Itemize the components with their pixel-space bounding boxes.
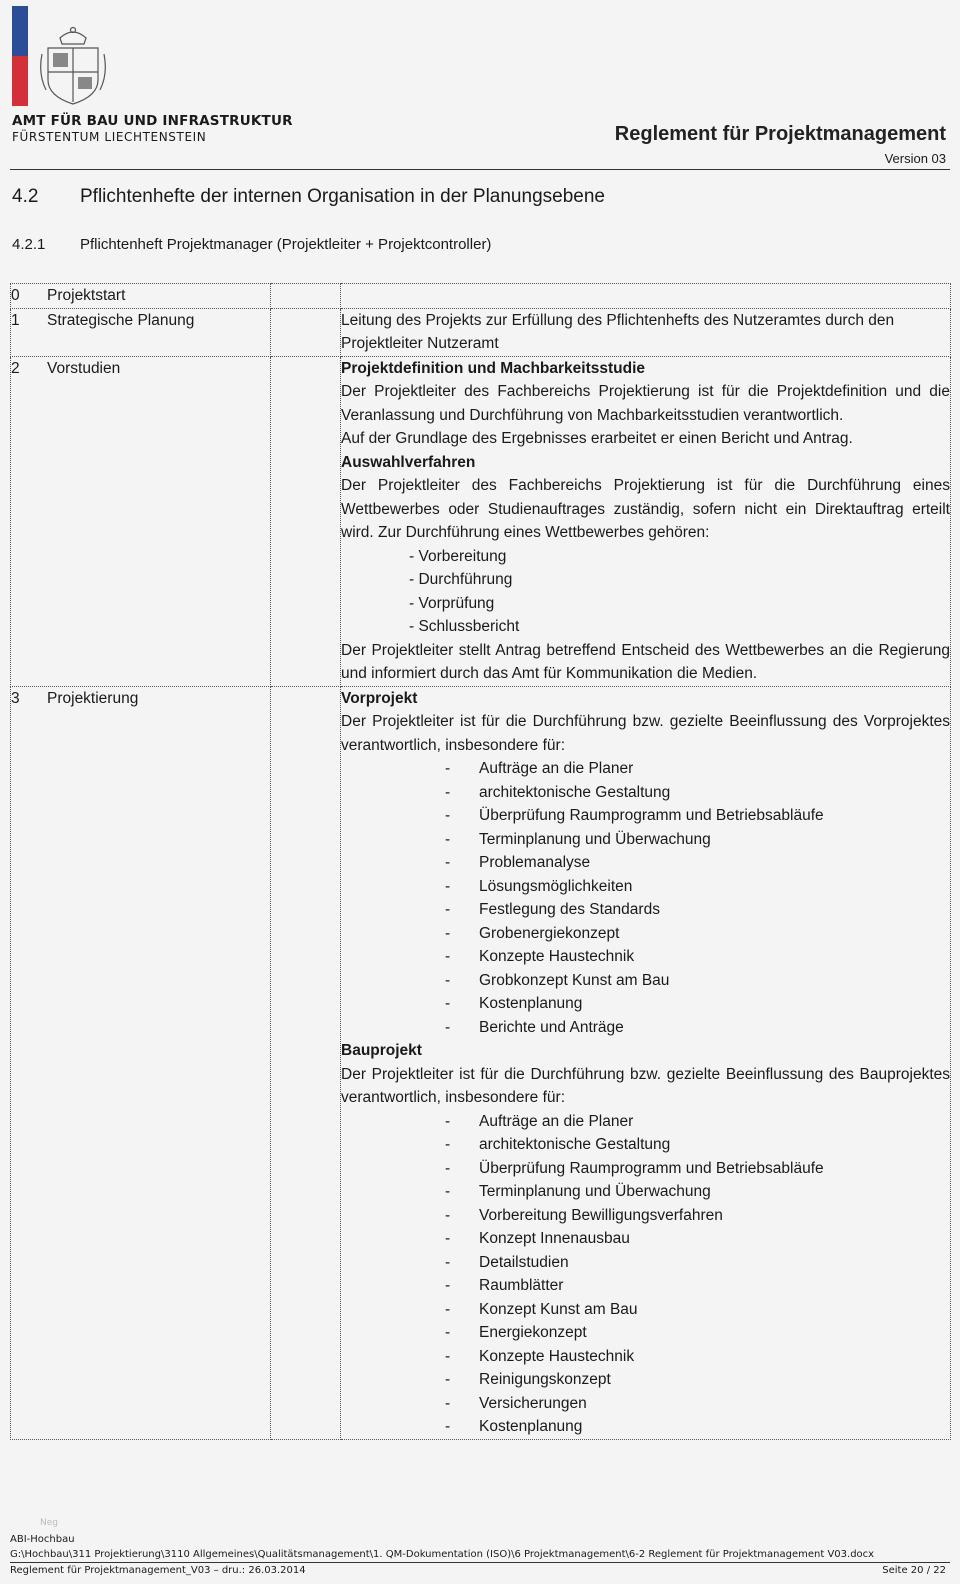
content-cell <box>341 284 951 309</box>
subheading: Projektdefinition und Machbarkeitsstudie <box>341 359 646 377</box>
document-version: Version 03 <box>884 151 946 166</box>
list-item: - Reinigungskonzept <box>445 1371 611 1388</box>
phase-name: Strategische Planung <box>47 311 195 329</box>
list-item: - Aufträge an die Planer <box>445 1112 634 1130</box>
org-name: AMT FÜR BAU UND INFRASTRUKTUR <box>12 113 293 129</box>
list-item: - Terminplanung und Überwachung <box>445 830 711 848</box>
section-number: 4.2 <box>12 186 39 207</box>
phase-name: Projektstart <box>47 287 126 304</box>
list-item: - Kostenplanung <box>445 1418 583 1435</box>
responsibility-table <box>10 283 951 1440</box>
list-item: - Vorprüfung <box>409 594 495 612</box>
list-item: - Vorbereitung Bewilligungsverfahren <box>445 1206 723 1224</box>
table-row <box>11 686 951 1439</box>
list-item: - Überprüfung Raumprogramm und Betriebsabläufe <box>445 807 824 824</box>
list-item: - Konzepte Haustechnik <box>445 948 635 965</box>
list-item: - Kostenplanung <box>445 995 583 1012</box>
org-country: FÜRSTENTUM LIECHTENSTEIN <box>12 130 207 144</box>
list-item: - Aufträge an die Planer <box>445 760 634 777</box>
footer-file-path: G:\Hochbau\311 Projektierung\3110 Allgemeines\Qualitätsmanagement\1. QM-Dokumentation (ISO)\6 Projektmanagement\6-2 Reglement für Projektmanagement V03.docx <box>10 1549 875 1560</box>
document-title: Reglement für Projektmanagement <box>614 123 946 145</box>
paragraph: Der Projektleiter ist für die Durchführung bzw. gezielte Beeinflussung des Bauprojektes verantwortlich, insbesondere für: <box>341 1065 950 1106</box>
spacer-cell <box>271 356 341 686</box>
list-item: - Festlegung des Standards <box>445 901 660 918</box>
paragraph: Leitung des Projekts zur Erfüllung des Pflichtenhefts des Nutzeramtes durch den Projektleiter Nutzeramt <box>341 311 895 352</box>
footer-faint-text: Neg <box>40 1518 58 1528</box>
list-item: - Terminplanung und Überwachung <box>445 1183 711 1200</box>
phase-name: Vorstudien <box>47 359 121 377</box>
list-item: - Versicherungen <box>445 1394 587 1412</box>
list-item: - architektonische Gestaltung <box>445 1136 671 1153</box>
subsection-number: 4.2.1 <box>12 236 46 253</box>
list-item: - Grobkonzept Kunst am Bau <box>445 971 670 989</box>
section-title: Pflichtenhefte der internen Organisation in der Planungsebene <box>80 186 605 207</box>
spacer-cell <box>271 284 341 309</box>
table-row <box>11 284 951 309</box>
paragraph: Auf der Grundlage des Ergebnisses erarbeitet er einen Bericht und Antrag. <box>341 430 853 447</box>
list-item: - Vorbereitung <box>409 547 507 565</box>
footer-document-line: Reglement für Projektmanagement_V03 – dru.: 26.03.2014 <box>10 1565 306 1576</box>
phase-cell <box>11 284 271 309</box>
phase-cell <box>11 308 271 356</box>
flag-red-stripe <box>12 56 28 106</box>
phase-number: 0 <box>11 287 20 304</box>
subsection-title: Pflichtenheft Projektmanager (Projektleiter + Projektcontroller) <box>80 236 492 253</box>
subheading: Auswahlverfahren <box>341 453 476 471</box>
list-item: - Problemanalyse <box>445 854 591 871</box>
list-item: - Detailstudien <box>445 1253 569 1271</box>
paragraph: Der Projektleiter des Fachbereichs Projektierung ist für die Projektdefinition und die Veranlassung und Durchführung von Machbarkeitsstudien verantwortlich. <box>341 383 950 424</box>
header-rule <box>10 169 950 170</box>
content-cell <box>341 308 951 356</box>
coat-of-arms-icon <box>38 24 108 110</box>
list-item: - Lösungsmöglichkeiten <box>445 877 633 895</box>
phase-number: 2 <box>11 359 20 377</box>
section-heading <box>12 186 605 208</box>
list-item: - Berichte und Anträge <box>445 1018 624 1036</box>
spacer-cell <box>271 686 341 1439</box>
list-item: - Konzepte Haustechnik <box>445 1347 635 1365</box>
subsection-heading <box>12 236 491 253</box>
footer-rule <box>10 1562 950 1563</box>
phase-name: Projektierung <box>47 689 139 707</box>
phase-number: 1 <box>11 311 20 329</box>
phase-number: 3 <box>11 689 20 707</box>
footer-page-number: Seite 20 / 22 <box>882 1565 946 1576</box>
paragraph: Der Projektleiter stellt Antrag betreffend Entscheid des Wettbewerbes an die Regierung und informiert durch das Amt für Kommunikation die Medien. <box>341 641 950 682</box>
paragraph: Der Projektleiter ist für die Durchführung bzw. gezielte Beeinflussung des Vorprojektes verantwortlich, insbesondere für: <box>341 713 950 754</box>
spacer-cell <box>271 308 341 356</box>
list-item: - Raumblätter <box>445 1277 564 1294</box>
bauprojekt-list <box>341 1110 950 1439</box>
list-item: - Durchführung <box>409 571 513 588</box>
footer-department: ABI-Hochbau <box>10 1534 75 1545</box>
table-row <box>11 308 951 356</box>
list-item: - Energiekonzept <box>445 1324 587 1341</box>
list-item: - architektonische Gestaltung <box>445 783 671 801</box>
content-cell <box>341 356 951 686</box>
phase-cell <box>11 686 271 1439</box>
subheading: Bauprojekt <box>341 1042 422 1059</box>
flag-blue-stripe <box>12 6 28 56</box>
content-cell <box>341 686 951 1439</box>
list-item: - Überprüfung Raumprogramm und Betriebsabläufe <box>445 1159 824 1177</box>
table-row <box>11 356 951 686</box>
paragraph: Der Projektleiter des Fachbereichs Projektierung ist für die Durchführung eines Wettbewerbes oder Studienauftrages zuständig, sofern nicht ein Direktauftrag erteilt wird. Zur Durchführung eines Wettbewerbes gehören: <box>341 477 950 541</box>
phase-cell <box>11 356 271 686</box>
list-item: - Konzept Kunst am Bau <box>445 1300 638 1318</box>
subheading: Vorprojekt <box>341 689 418 707</box>
vorprojekt-list <box>341 757 950 1039</box>
list-item: - Grobenergiekonzept <box>445 924 620 942</box>
list-item: - Schlussbericht <box>409 618 520 635</box>
list-item: - Konzept Innenausbau <box>445 1230 630 1247</box>
